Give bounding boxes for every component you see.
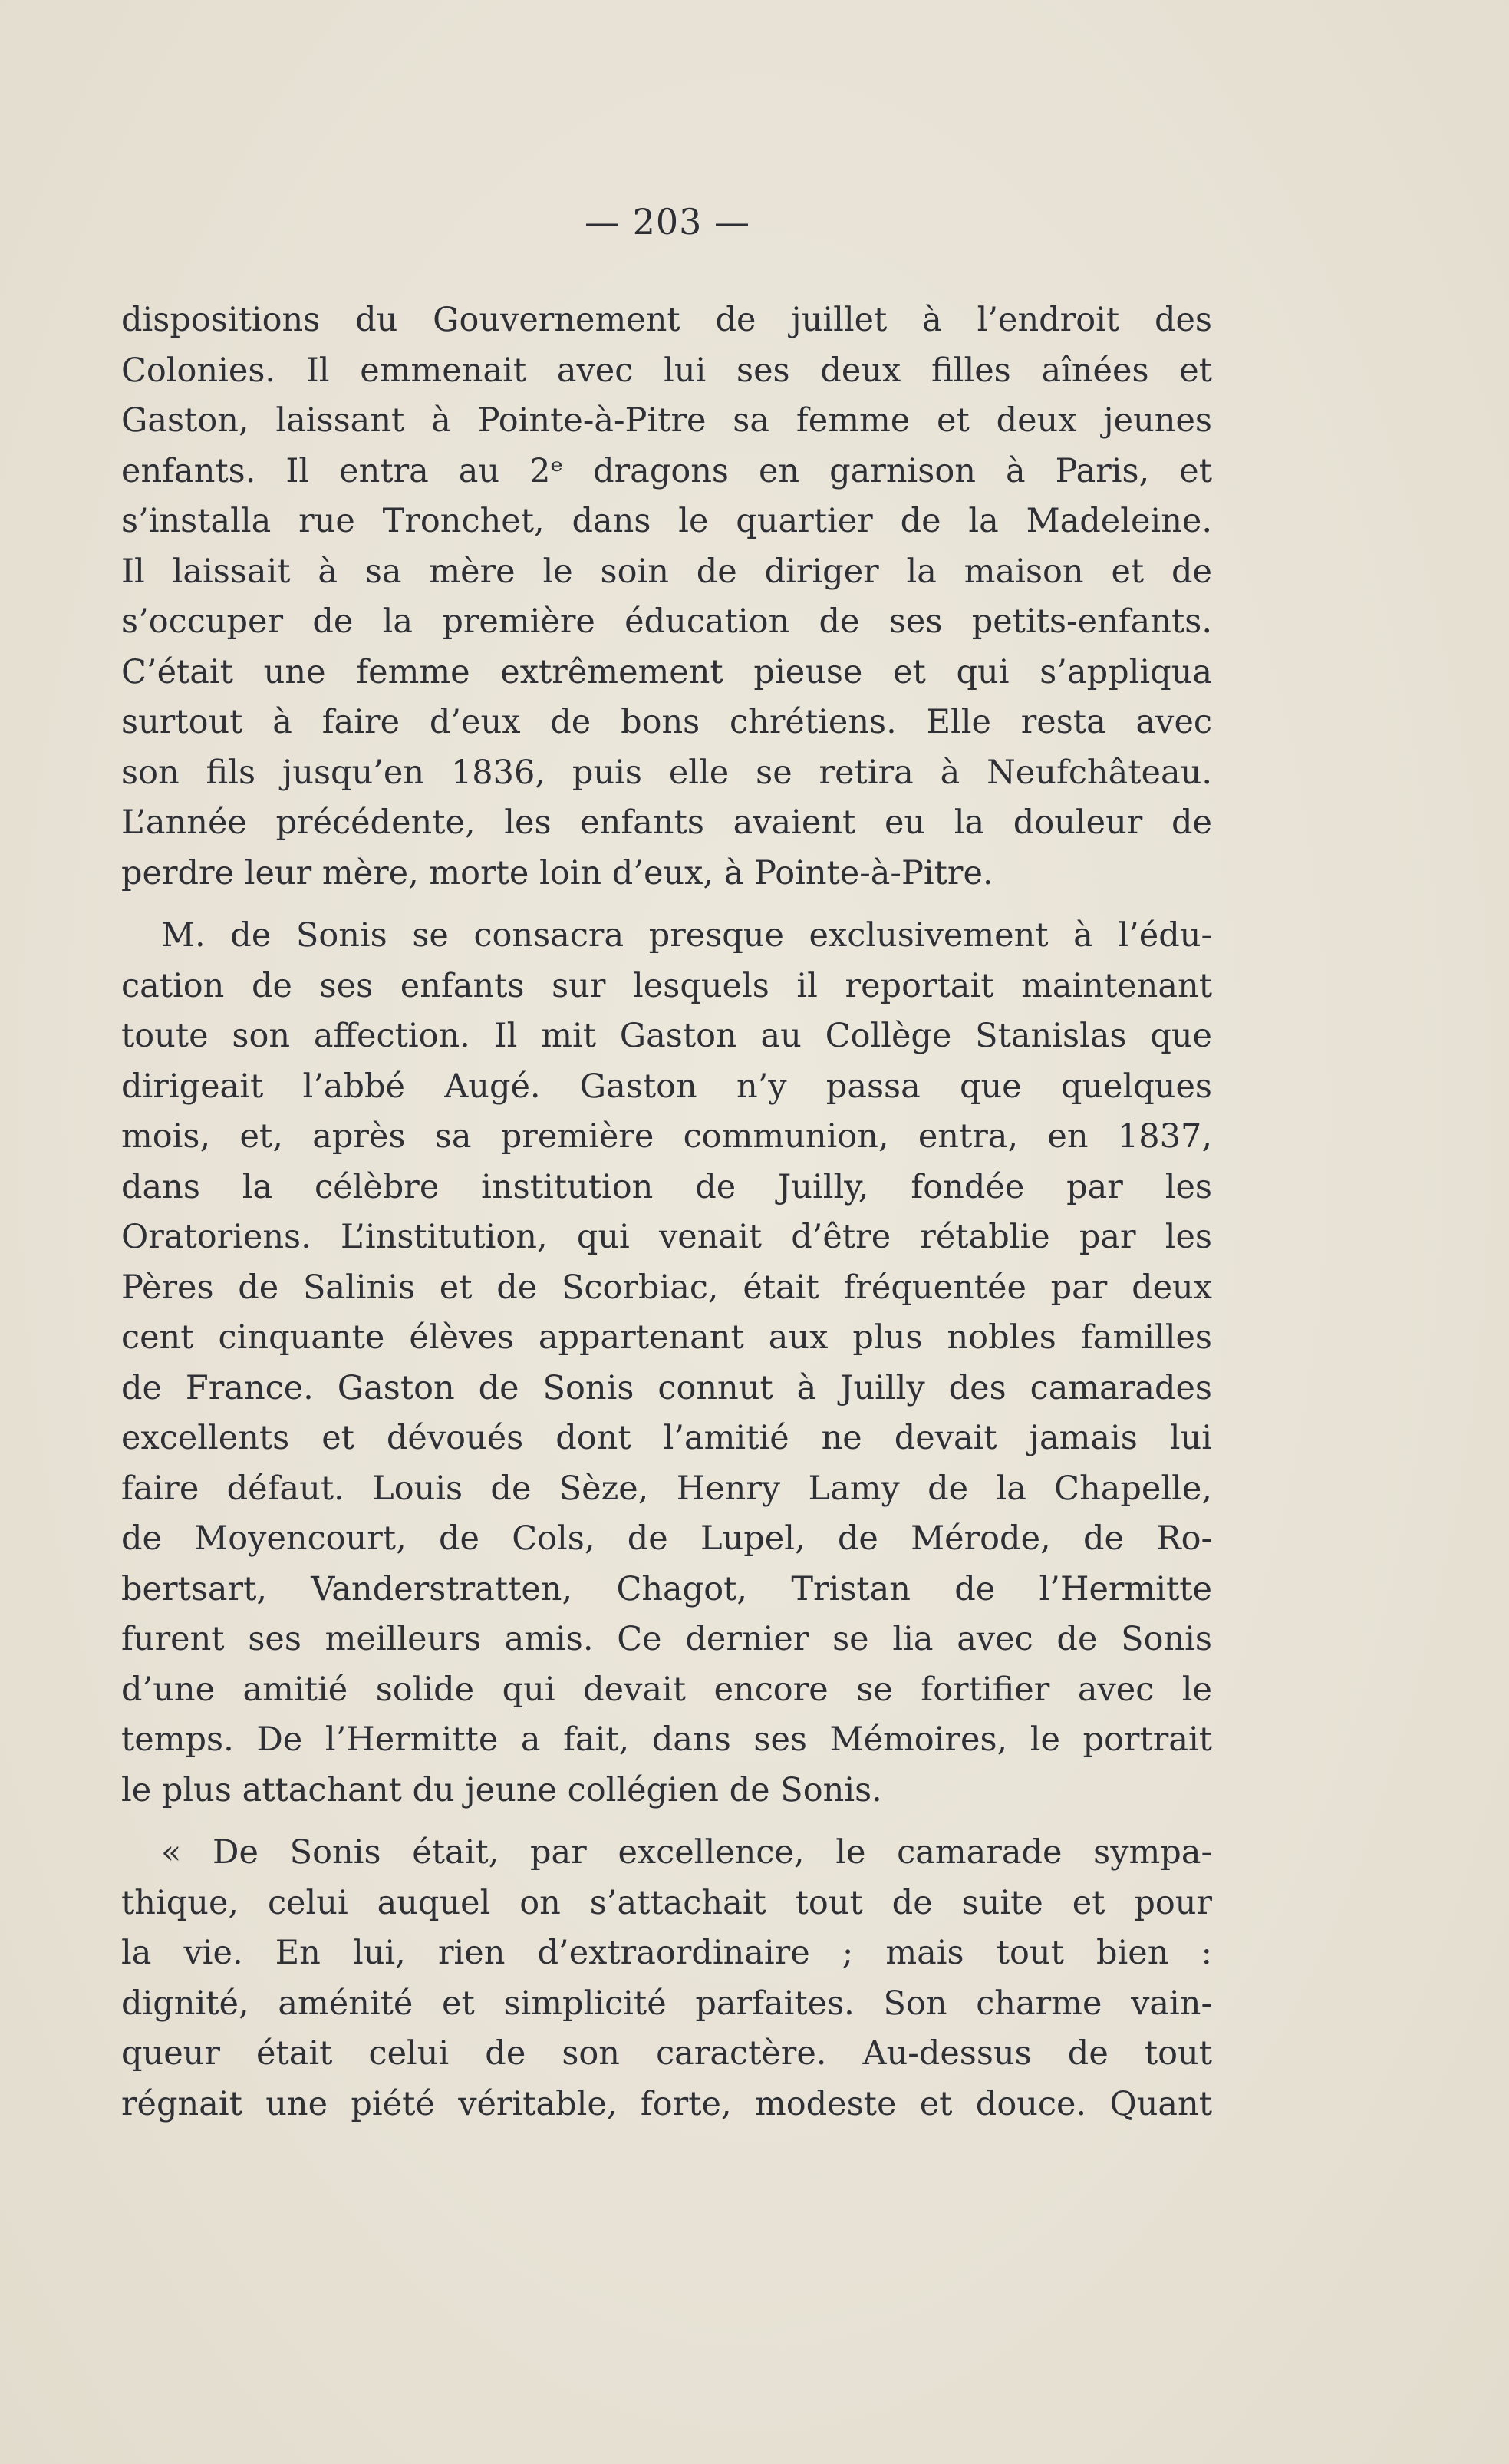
text-line: C’était une femme extrêmement pieuse et qui s’appliqua — [121, 652, 1212, 691]
text-line: Colonies. Il emmenait avec lui ses deux filles aînées et — [121, 351, 1212, 390]
text-line: enfants. Il entra au 2ᵉ dragons en garnison à Paris, et — [121, 451, 1212, 490]
paragraph-2 — [121, 911, 1212, 1816]
paragraph-3 — [121, 1828, 1212, 2129]
body-text — [121, 295, 1212, 2129]
paragraph-1 — [121, 295, 1212, 899]
text-line: dirigeait l’abbé Augé. Gaston n’y passa que quelques — [121, 1067, 1212, 1106]
text-line: bertsart, Vanderstratten, Chagot, Tristan de l’Hermitte — [121, 1569, 1212, 1608]
text-line: queur était celui de son caractère. Au-dessus de tout — [121, 2034, 1212, 2073]
text-line: Pères de Salinis et de Scorbiac, était fréquentée par deux — [121, 1268, 1212, 1307]
text-line: mois, et, après sa première communion, entra, en 1837, — [121, 1117, 1212, 1156]
text-line: excellents et dévoués dont l’amitié ne devait jamais lui — [121, 1419, 1212, 1457]
text-line: s’installa rue Tronchet, dans le quartier de la Madeleine. — [121, 502, 1212, 540]
text-line: surtout à faire d’eux de bons chrétiens. Elle resta avec — [121, 703, 1212, 741]
text-line: s’occuper de la première éducation de ses petits-enfants. — [121, 602, 1212, 641]
text-line: dispositions du Gouvernement de juillet à l’endroit des — [121, 301, 1212, 339]
page-number: — 203 — — [584, 201, 751, 242]
text-line: le plus attachant du jeune collégien de Sonis. — [121, 1770, 882, 1809]
text-line: cent cinquante élèves appartenant aux plus nobles familles — [121, 1318, 1212, 1357]
text-line: M. de Sonis se consacra presque exclusivement à l’édu- — [161, 916, 1212, 955]
text-line: son fils jusqu’en 1836, puis elle se retira à Neufchâteau. — [121, 753, 1212, 792]
text-line: de Moyencourt, de Cols, de Lupel, de Mérode, de Ro- — [121, 1519, 1212, 1558]
text-line: Oratoriens. L’institution, qui venait d’être rétablie par les — [121, 1218, 1212, 1256]
text-line: L’année précédente, les enfants avaient eu la douleur de — [121, 803, 1212, 842]
text-line: d’une amitié solide qui devait encore se fortifier avec le — [121, 1670, 1212, 1709]
text-line: dignité, aménité et simplicité parfaites. Son charme vain- — [121, 1984, 1212, 2023]
text-line: faire défaut. Louis de Sèze, Henry Lamy de la Chapelle, — [121, 1469, 1212, 1508]
text-line: temps. De l’Hermitte a fait, dans ses Mémoires, le portrait — [121, 1720, 1212, 1759]
text-line: perdre leur mère, morte loin d’eux, à Pointe-à-Pitre. — [121, 853, 993, 892]
text-line: dans la célèbre institution de Juilly, fondée par les — [121, 1167, 1212, 1206]
text-line: « De Sonis était, par excellence, le camarade sympa- — [161, 1833, 1212, 1872]
text-line: toute son affection. Il mit Gaston au Collège Stanislas que — [121, 1017, 1212, 1055]
text-line: thique, celui auquel on s’attachait tout de suite et pour — [121, 1883, 1212, 1922]
text-line: Gaston, laissant à Pointe-à-Pitre sa femme et deux jeunes — [121, 401, 1212, 440]
text-line: furent ses meilleurs amis. Ce dernier se lia avec de Sonis — [121, 1620, 1212, 1658]
text-line: cation de ses enfants sur lesquels il reportait maintenant — [121, 966, 1212, 1005]
text-line: de France. Gaston de Sonis connut à Juilly des camarades — [121, 1368, 1212, 1407]
text-line: régnait une piété véritable, forte, modeste et douce. Quant — [121, 2084, 1212, 2123]
text-line: Il laissait à sa mère le soin de diriger la maison et de — [121, 552, 1212, 591]
text-line: la vie. En lui, rien d’extraordinaire ; mais tout bien : — [121, 1934, 1212, 1972]
